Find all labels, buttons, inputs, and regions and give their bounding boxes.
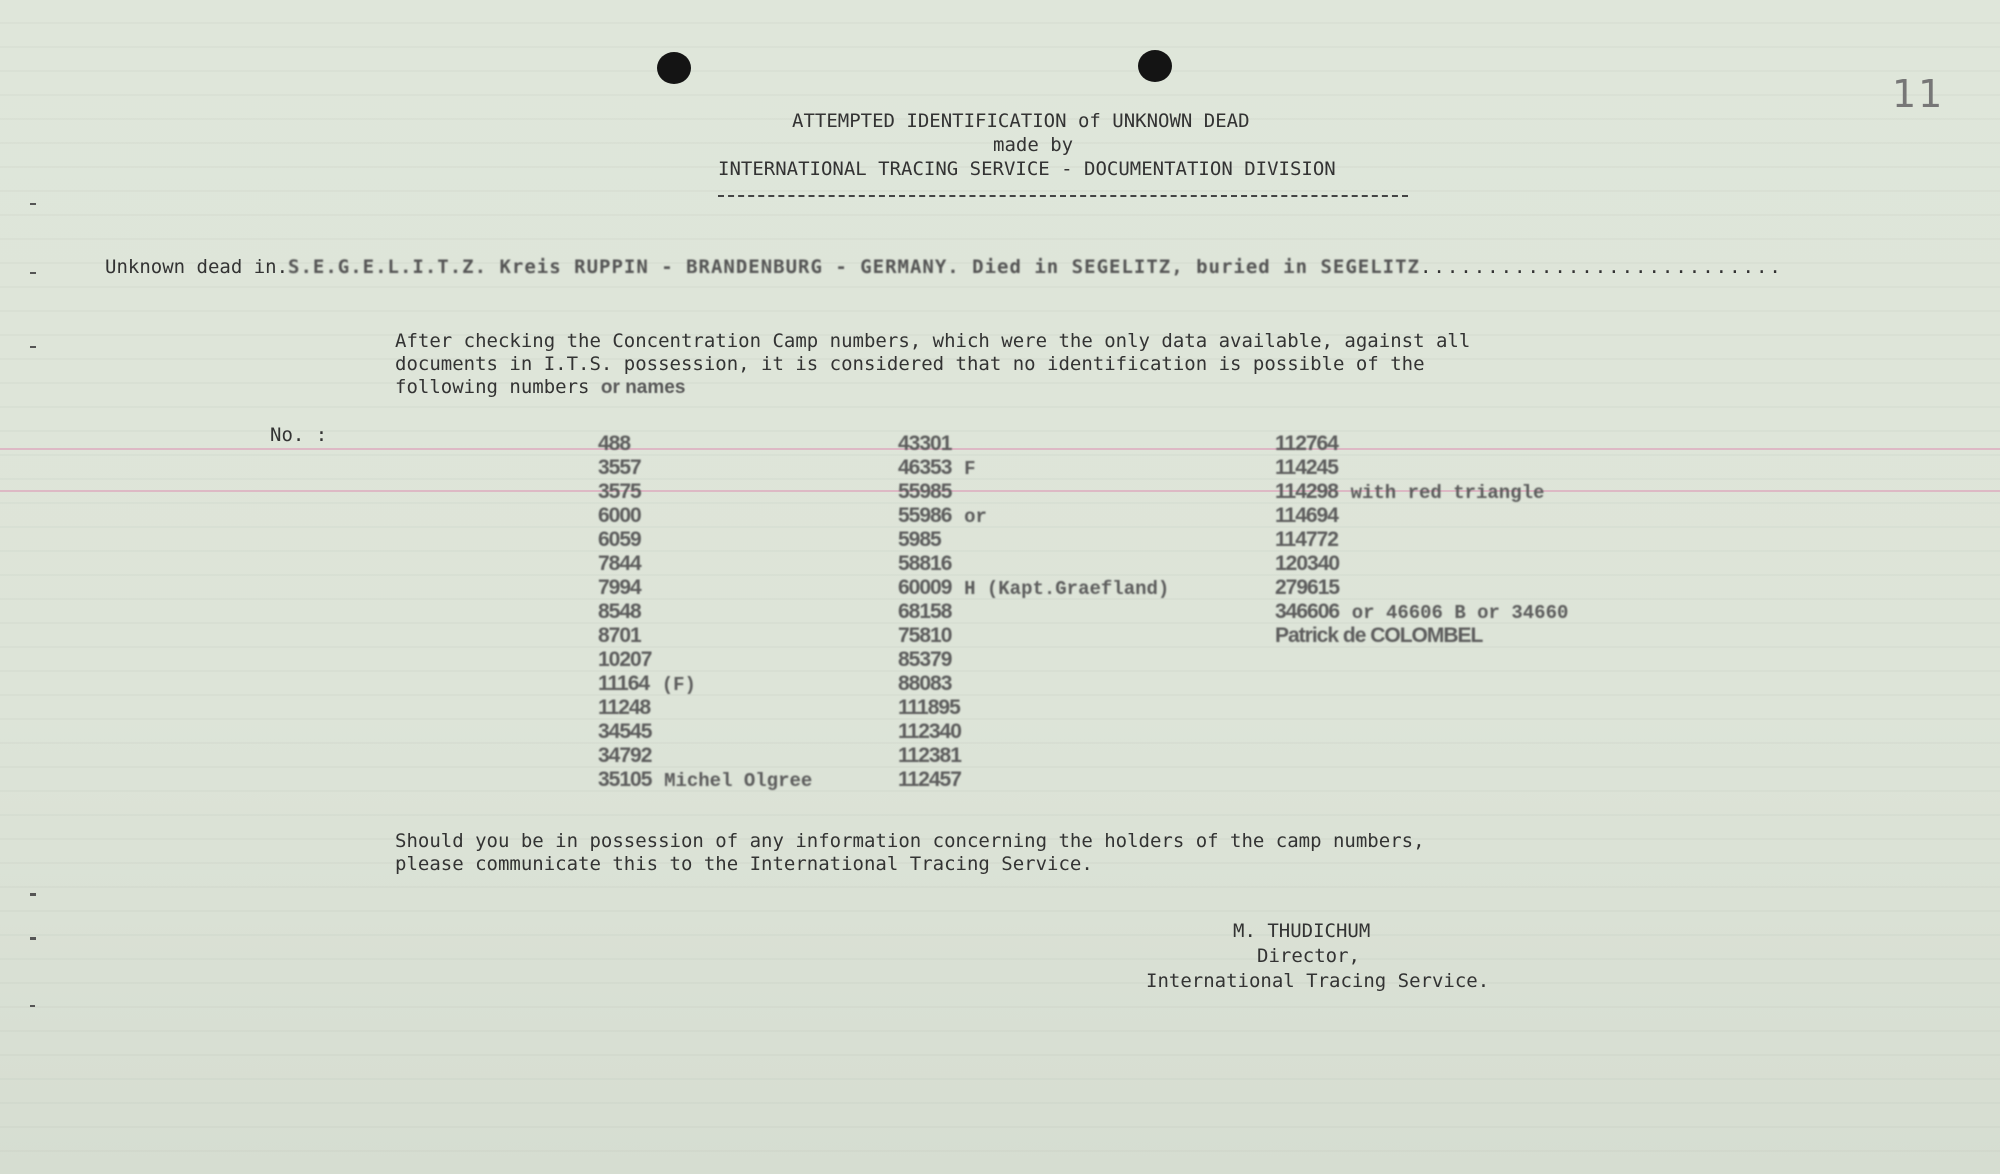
camp-number-entry (898, 743, 1169, 767)
camp-number: 7994 (598, 576, 641, 599)
camp-number-entry (598, 719, 812, 743)
camp-number-entry (898, 671, 1169, 695)
camp-number: 5985 (898, 528, 941, 551)
camp-number-entry (598, 743, 812, 767)
document-title: ATTEMPTED IDENTIFICATION of UNKNOWN DEAD (792, 110, 1250, 132)
camp-number: 34792 (598, 744, 652, 767)
camp-number: 43301 (898, 432, 952, 455)
camp-number-entry (1275, 527, 1568, 551)
camp-number-entry (898, 503, 1169, 527)
unknown-dead-line (105, 256, 1783, 278)
camp-number-entry (898, 479, 1169, 503)
punch-hole (1138, 50, 1172, 82)
camp-number: 112340 (898, 720, 961, 743)
camp-number-entry (898, 695, 1169, 719)
camp-number-entry (598, 527, 812, 551)
signatory-title: Director, (1257, 945, 1360, 967)
camp-number-entry (898, 455, 1169, 479)
margin-mark (30, 1005, 35, 1007)
camp-number-note: H (Kapt.Graefland) (964, 578, 1170, 600)
camp-number: 6000 (598, 504, 641, 527)
camp-number-entry (898, 623, 1169, 647)
camp-number: 55985 (898, 480, 952, 503)
camp-number-entry (598, 503, 812, 527)
following-numbers-text: following numbers (395, 376, 590, 398)
camp-number-entry (1275, 503, 1568, 527)
closing-line-2: please communicate this to the International Tracing Service. (395, 853, 1093, 875)
closing-line-1: Should you be in possession of any information concerning the holders of the camp numbers, (395, 830, 1425, 852)
camp-number: 112457 (898, 768, 961, 791)
camp-number-entry (598, 575, 812, 599)
camp-number-entry (598, 599, 812, 623)
camp-number: 488 (598, 432, 631, 455)
camp-number: 3575 (598, 480, 641, 503)
camp-number: 279615 (1275, 576, 1340, 599)
camp-number: 11248 (598, 696, 651, 719)
unknown-dead-label: Unknown dead in. (105, 256, 289, 278)
punch-hole (657, 52, 691, 84)
intro-line-2: documents in I.T.S. possession, it is considered that no identification is possible of the (395, 353, 1425, 375)
margin-mark (30, 893, 36, 896)
unknown-dead-place: S.E.G.E.L.I.T.Z. Kreis RUPPIN - BRANDENBURG - GERMANY. Died in SEGELITZ, buried in SEGELITZ (288, 256, 1420, 278)
camp-number: 75810 (898, 624, 952, 647)
camp-number: 35105 (598, 768, 652, 791)
or-names-stamp: or names (600, 377, 686, 398)
camp-number: 88083 (898, 672, 952, 695)
camp-number: 55986 (898, 504, 952, 527)
camp-number-entry (898, 575, 1169, 599)
page-number: 11 (1892, 72, 1945, 116)
intro-line-3 (395, 376, 685, 399)
dotted-fill: ........................... (1419, 256, 1783, 278)
camp-number-entry (898, 767, 1169, 791)
camp-number: 85379 (898, 648, 952, 671)
camp-number-entry (898, 719, 1169, 743)
camp-number: 7844 (598, 552, 641, 575)
camp-number-entry (898, 647, 1169, 671)
camp-number: 46353 (898, 456, 952, 479)
camp-number: 58816 (898, 552, 952, 575)
camp-number-note: with red triangle (1350, 482, 1545, 504)
camp-number-entry (598, 671, 812, 695)
camp-number: 346606 (1275, 600, 1340, 623)
camp-number: 112764 (1275, 432, 1338, 455)
issuing-organization: INTERNATIONAL TRACING SERVICE - DOCUMENTATION DIVISION (718, 158, 1336, 180)
camp-number-note: (F) (661, 674, 696, 696)
camp-number-entry (598, 479, 812, 503)
signatory-organization: International Tracing Service. (1146, 970, 1490, 992)
camp-number-entry (1275, 599, 1568, 623)
number-label: No. : (270, 424, 328, 446)
camp-number-entry (598, 551, 812, 575)
numbers-column-1 (598, 431, 812, 791)
signatory-name: M. THUDICHUM (1233, 920, 1371, 942)
camp-number: 3557 (598, 456, 641, 479)
camp-number: 111895 (898, 696, 960, 719)
camp-number: 112381 (898, 744, 961, 767)
camp-number: 120340 (1275, 552, 1340, 575)
camp-number-entry (598, 767, 812, 791)
camp-number: 114694 (1275, 504, 1338, 527)
camp-number-entry (1275, 623, 1568, 647)
numbers-column-2 (898, 431, 1169, 791)
camp-number-entry (598, 455, 812, 479)
camp-number-entry (898, 551, 1169, 575)
numbers-column-3 (1275, 431, 1568, 647)
camp-number-entry (1275, 479, 1568, 503)
camp-number-entry (1275, 551, 1568, 575)
margin-mark (30, 937, 36, 940)
camp-number: 8701 (598, 624, 641, 647)
header-underline (718, 195, 1408, 197)
camp-number-entry (898, 599, 1169, 623)
camp-number: 114772 (1275, 528, 1338, 551)
camp-number: 34545 (598, 720, 652, 743)
camp-number: 10207 (598, 648, 652, 671)
camp-number-entry (898, 527, 1169, 551)
camp-number: 60009 (898, 576, 952, 599)
camp-number-note: or 46606 B or 34660 (1351, 602, 1569, 624)
camp-number: 6059 (598, 528, 641, 551)
camp-number: 114245 (1275, 456, 1338, 479)
camp-number: 68158 (898, 600, 952, 623)
camp-number-entry (598, 431, 812, 455)
made-by-line: made by (993, 134, 1074, 156)
camp-number-entry (1275, 575, 1568, 599)
camp-number: 114298 (1275, 480, 1338, 503)
camp-number-entry (598, 623, 812, 647)
camp-number: 8548 (598, 600, 641, 623)
camp-number-entry (898, 431, 1169, 455)
camp-number-entry (1275, 455, 1568, 479)
camp-number: 11164 (598, 672, 650, 695)
intro-line-1: After checking the Concentration Camp numbers, which were the only data available, against all (395, 330, 1471, 352)
camp-number-entry (1275, 431, 1568, 455)
camp-number-entry (598, 695, 812, 719)
margin-mark (30, 203, 36, 205)
camp-number-entry (598, 647, 812, 671)
camp-number: Patrick de COLOMBEL (1275, 624, 1483, 647)
camp-number-note: or (964, 506, 987, 528)
camp-number-note: F (964, 458, 976, 480)
camp-number-note: Michel Olgree (664, 770, 813, 792)
margin-mark (30, 346, 36, 348)
margin-mark (30, 272, 36, 274)
